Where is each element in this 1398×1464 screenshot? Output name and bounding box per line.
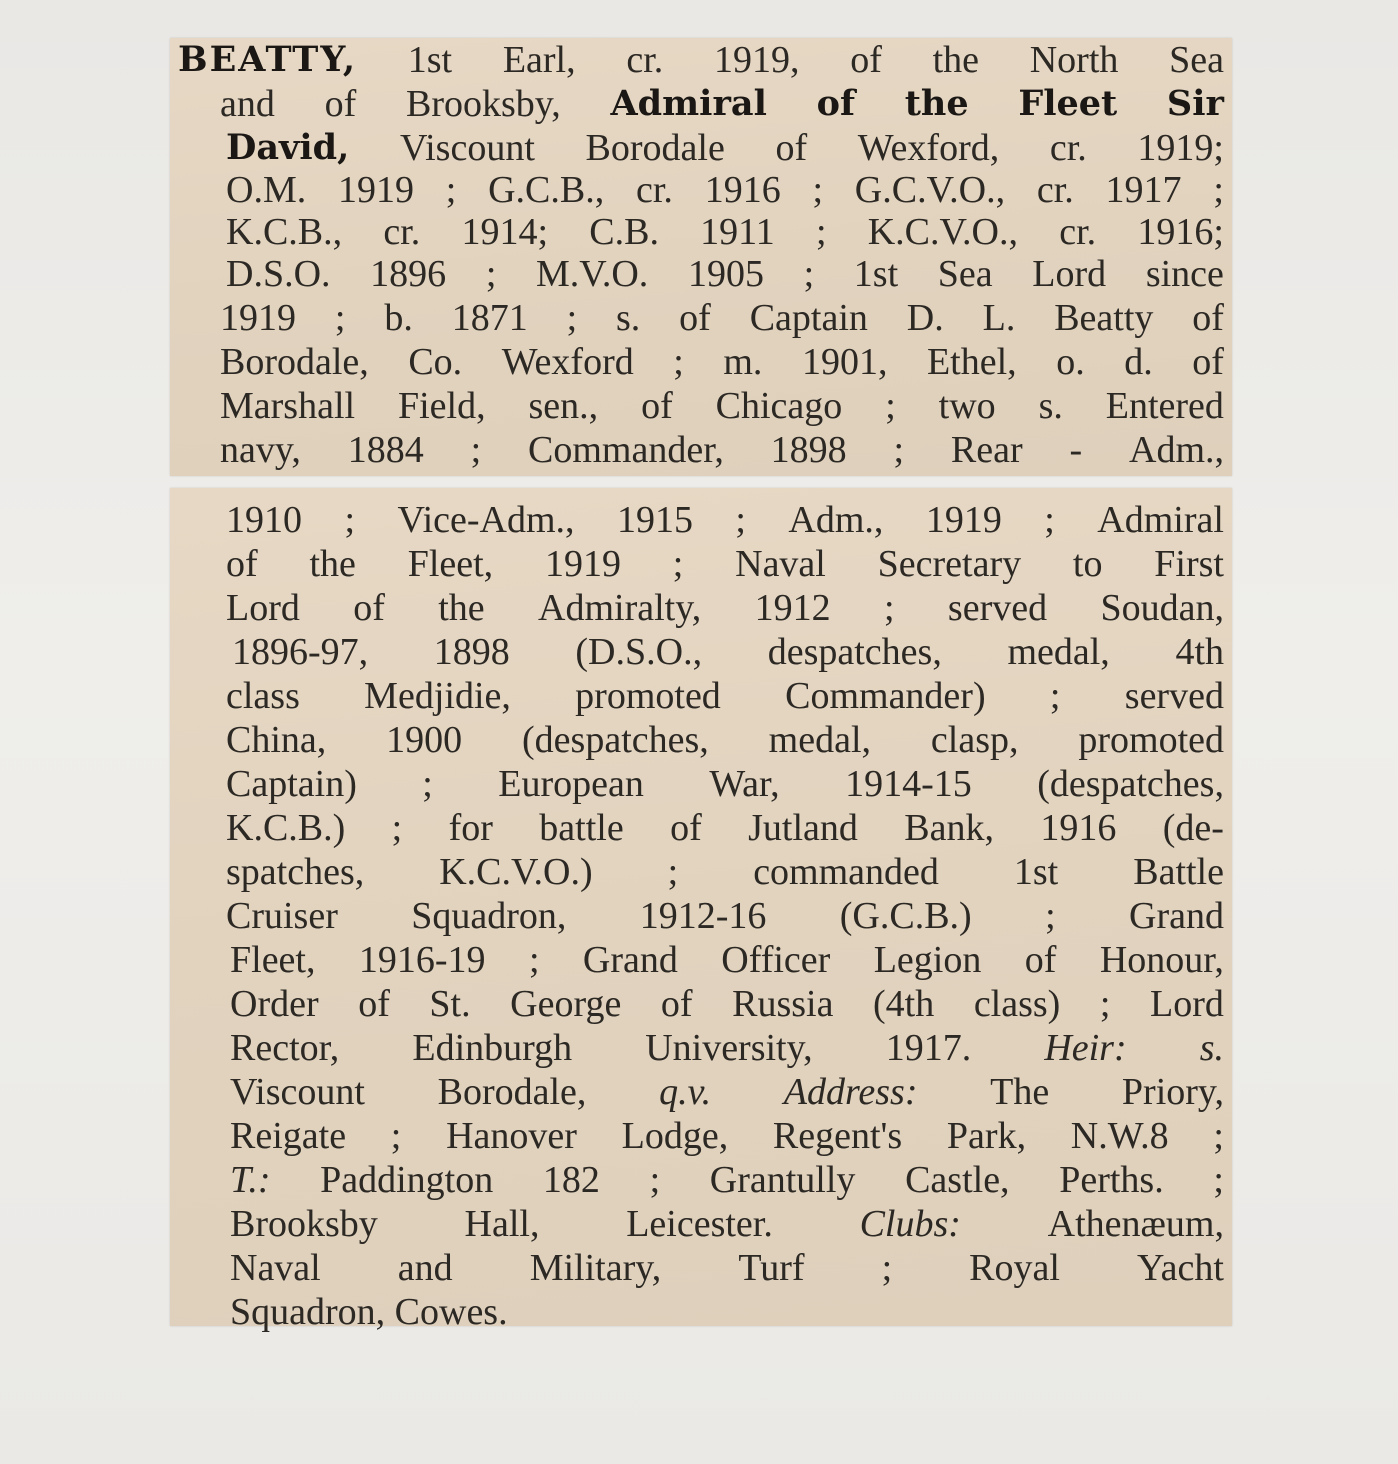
entry-word: battle bbox=[539, 807, 624, 849]
entry-word: spatches, bbox=[226, 851, 365, 893]
entry-word: Fleet, bbox=[407, 543, 494, 585]
entry-word: M.V.O. bbox=[536, 253, 649, 295]
entry-word: ; bbox=[470, 429, 482, 471]
entry-word: 1919, bbox=[713, 39, 800, 81]
entry-word: Commander, bbox=[528, 429, 724, 471]
entry-word: ; bbox=[445, 169, 457, 211]
entry-word: ; bbox=[1213, 1159, 1224, 1201]
entry-word: Viscount bbox=[399, 127, 535, 169]
entry-word: ; bbox=[885, 385, 896, 427]
entry-word: Sea bbox=[1169, 39, 1224, 81]
entry-word: Athenæum, bbox=[1047, 1203, 1224, 1245]
entry-word: ; bbox=[344, 499, 355, 541]
entry-word: cr. bbox=[636, 169, 673, 211]
entry-word: of bbox=[850, 39, 882, 81]
entry-word: Soudan, bbox=[1100, 587, 1224, 629]
entry-word: Naval bbox=[735, 543, 826, 585]
entry-word: ; bbox=[422, 763, 433, 805]
entry-word: Brooksby, bbox=[405, 83, 561, 125]
entry-word: 1905 bbox=[687, 253, 764, 295]
entry-word: ; bbox=[815, 211, 827, 253]
entry-word: of bbox=[324, 83, 357, 125]
entry-word: Grand bbox=[1129, 895, 1224, 937]
entry-word: 1917. bbox=[885, 1027, 972, 1069]
entry-word: Perths. bbox=[1059, 1159, 1164, 1201]
clipping-bottom bbox=[170, 488, 1232, 1333]
entry-word: Chicago bbox=[715, 385, 843, 427]
entry-word: of bbox=[1192, 341, 1224, 383]
entry-word: Field, bbox=[397, 385, 486, 427]
entry-line-9 bbox=[220, 384, 1224, 428]
entry-word: 1914; bbox=[461, 211, 549, 253]
entry-word: the bbox=[309, 543, 356, 585]
entry-word: Co. bbox=[408, 341, 463, 383]
entry-word: Rector, bbox=[230, 1027, 340, 1069]
entry-line-23 bbox=[230, 1026, 1224, 1070]
entry-line-28 bbox=[230, 1246, 1224, 1290]
entry-word: of bbox=[358, 983, 390, 1025]
entry-word: promoted bbox=[575, 675, 721, 717]
entry-word: ; bbox=[1213, 169, 1224, 211]
entry-word: 1916-19 bbox=[358, 939, 486, 981]
entry-word: 1916 bbox=[1040, 807, 1117, 849]
entry-line-13 bbox=[226, 586, 1224, 630]
entry-line-3 bbox=[226, 126, 1224, 170]
entry-word: 1916 bbox=[704, 169, 781, 211]
entry-word: of bbox=[775, 127, 808, 169]
entry-word: Cruiser bbox=[226, 895, 338, 937]
entry-word: 1898 bbox=[433, 631, 510, 673]
entry-word: Park, bbox=[946, 1115, 1027, 1157]
entry-word: of bbox=[1192, 297, 1224, 339]
entry-word: the bbox=[438, 587, 485, 629]
entry-word: d. bbox=[1124, 341, 1153, 383]
entry-word: T.: bbox=[230, 1159, 271, 1201]
entry-word: Jutland bbox=[748, 807, 858, 849]
entry-line-1 bbox=[178, 38, 1224, 82]
entry-word: ; bbox=[334, 297, 346, 339]
entry-word: K.C.B.) bbox=[226, 807, 346, 849]
entry-word: ; bbox=[649, 1159, 661, 1201]
entry-line-14 bbox=[232, 630, 1224, 674]
entry-word: Earl, bbox=[502, 39, 576, 81]
entry-word: Edinburgh bbox=[412, 1027, 573, 1069]
entry-word: Hanover bbox=[446, 1115, 577, 1157]
entry-word: class bbox=[226, 675, 300, 717]
entry-word: 1919 bbox=[220, 297, 296, 339]
entry-word: of bbox=[660, 983, 693, 1025]
entry-word: for bbox=[448, 807, 493, 849]
entry-word: ; bbox=[391, 807, 403, 849]
entry-word: clasp, bbox=[930, 719, 1019, 761]
entry-word: ; bbox=[881, 1247, 893, 1289]
entry-word: First bbox=[1154, 543, 1224, 585]
entry-line-16 bbox=[226, 718, 1224, 762]
entry-word: ; bbox=[1049, 675, 1061, 717]
entry-word: Heir: bbox=[1044, 1027, 1127, 1069]
entry-word: o. bbox=[1056, 341, 1085, 383]
entry-word: Leicester. bbox=[626, 1203, 773, 1245]
entry-word: Lord bbox=[1150, 983, 1224, 1025]
clipping-top bbox=[170, 38, 1232, 476]
entry-word: Beatty bbox=[1054, 297, 1154, 339]
entry-word: 1917 bbox=[1105, 169, 1182, 211]
entry-word: 1st bbox=[1013, 851, 1059, 893]
entry-word: University, bbox=[645, 1027, 813, 1069]
entry-line-11 bbox=[226, 498, 1224, 542]
entry-word: Grantully bbox=[709, 1159, 856, 1201]
entry-word: medal, bbox=[768, 719, 872, 761]
entry-word: of bbox=[679, 297, 711, 339]
entry-word: Castle, bbox=[905, 1159, 1010, 1201]
entry-word: class) bbox=[973, 983, 1061, 1025]
entry-line-10 bbox=[220, 428, 1224, 472]
entry-word: 1916; bbox=[1137, 211, 1224, 253]
entry-word: (4th bbox=[873, 983, 935, 1025]
entry-word: served bbox=[1124, 675, 1224, 717]
entry-word: of bbox=[641, 385, 673, 427]
entry-word: Brooksby bbox=[230, 1203, 378, 1245]
entry-line-8 bbox=[220, 340, 1224, 384]
entry-word: promoted bbox=[1078, 719, 1224, 761]
entry-word: Rear bbox=[950, 429, 1023, 471]
entry-line-7 bbox=[220, 296, 1224, 340]
entry-word: George bbox=[510, 983, 622, 1025]
entry-word: ; bbox=[485, 253, 497, 295]
entry-word: K.C.V.O.) bbox=[439, 851, 593, 893]
entry-word: D.S.O. bbox=[226, 253, 331, 295]
entry-word: sen., bbox=[528, 385, 599, 427]
entry-word: China, bbox=[226, 719, 327, 761]
entry-word: ; bbox=[1044, 499, 1055, 541]
entry-word: the bbox=[904, 83, 969, 124]
entry-word: ; bbox=[528, 939, 540, 981]
entry-word: 1900 bbox=[386, 719, 463, 761]
entry-word: Regent's bbox=[772, 1115, 903, 1157]
entry-word: 1912-16 bbox=[639, 895, 767, 937]
entry-line-22 bbox=[230, 982, 1224, 1026]
entry-word: Commander) bbox=[785, 675, 986, 717]
entry-word: ; bbox=[1045, 895, 1056, 937]
entry-word: Sea bbox=[937, 253, 993, 295]
entry-line-25 bbox=[230, 1114, 1224, 1158]
entry-word: served bbox=[947, 587, 1048, 629]
entry-word: 1914-15 bbox=[845, 763, 972, 805]
entry-line-18 bbox=[226, 806, 1224, 850]
entry-line-4 bbox=[226, 168, 1224, 212]
entry-word: ; bbox=[390, 1115, 402, 1157]
entry-word: War, bbox=[709, 763, 780, 805]
entry-word: cr. bbox=[626, 39, 664, 81]
entry-word: Ethel, bbox=[926, 341, 1017, 383]
entry-word: Reigate bbox=[230, 1115, 347, 1157]
entry-word: of bbox=[353, 587, 385, 629]
entry-word: 1884 bbox=[347, 429, 424, 471]
entry-word: two bbox=[938, 385, 996, 427]
entry-word: C.B. bbox=[589, 211, 659, 253]
entry-word: Wexford, bbox=[857, 127, 1000, 169]
entry-word: North bbox=[1029, 39, 1119, 81]
entry-word: Lodge, bbox=[621, 1115, 729, 1157]
entry-word: K.C.B., bbox=[226, 211, 343, 253]
entry-line-5 bbox=[226, 210, 1224, 254]
entry-word: to bbox=[1072, 543, 1103, 585]
entry-word: Grand bbox=[582, 939, 678, 981]
entry-word: navy, bbox=[220, 429, 301, 471]
entry-word: since bbox=[1145, 253, 1224, 295]
entry-word: 1910 bbox=[226, 499, 302, 541]
entry-word: 1912 bbox=[754, 587, 831, 629]
entry-word: Naval bbox=[230, 1247, 321, 1289]
entry-word: medal, bbox=[1007, 631, 1110, 673]
entry-word: Marshall bbox=[220, 385, 356, 427]
entry-word: q.v. bbox=[659, 1071, 712, 1113]
entry-line-15 bbox=[226, 674, 1224, 718]
entry-word: Address: bbox=[783, 1071, 918, 1113]
entry-word: Legion bbox=[873, 939, 982, 981]
entry-word: Clubs: bbox=[859, 1203, 961, 1245]
entry-line-19 bbox=[226, 850, 1224, 894]
entry-word: ; bbox=[735, 499, 746, 541]
entry-word: ; bbox=[884, 587, 895, 629]
entry-word: m. bbox=[723, 341, 763, 383]
entry-word: 1871 bbox=[451, 297, 528, 339]
entry-word: ; bbox=[672, 543, 684, 585]
entry-word: Order bbox=[230, 983, 319, 1025]
entry-line-29: Squadron, Cowes. bbox=[230, 1291, 508, 1333]
entry-word: - bbox=[1069, 429, 1083, 471]
entry-word: cr. bbox=[1049, 127, 1087, 169]
entry-word: cr. bbox=[383, 211, 421, 253]
entry-word: ; bbox=[812, 169, 824, 211]
entry-word: Captain) bbox=[226, 763, 357, 805]
entry-word: D. bbox=[906, 297, 944, 339]
entry-word: despatches, bbox=[767, 631, 942, 673]
entry-word: Medjidie, bbox=[364, 675, 511, 717]
entry-word: Admiral bbox=[610, 83, 767, 124]
entry-word: Yacht bbox=[1137, 1247, 1224, 1289]
entry-word: (de- bbox=[1162, 807, 1224, 849]
entry-word: Admiral bbox=[1097, 499, 1224, 541]
entry-word: of bbox=[816, 83, 856, 124]
entry-word: 4th bbox=[1175, 631, 1224, 673]
entry-word: Captain bbox=[749, 297, 868, 339]
entry-word: Priory, bbox=[1121, 1071, 1224, 1113]
entry-word: G.C.B., bbox=[488, 169, 605, 211]
entry-word: commanded bbox=[753, 851, 939, 893]
entry-line-27 bbox=[230, 1202, 1224, 1246]
entry-word: Officer bbox=[721, 939, 831, 981]
entry-word: Lord bbox=[1032, 253, 1107, 295]
entry-word: Fleet bbox=[1018, 83, 1118, 124]
entry-word: Wexford bbox=[501, 341, 634, 383]
entry-word: and bbox=[220, 83, 275, 125]
entry-word: Honour, bbox=[1099, 939, 1224, 981]
entry-word: 1915 bbox=[616, 499, 693, 541]
entry-word: 1896-97, bbox=[232, 631, 369, 673]
entry-line-12 bbox=[226, 542, 1224, 586]
entry-word: 1901, bbox=[801, 341, 888, 383]
entry-line-2 bbox=[220, 82, 1224, 126]
entry-word: Adm., bbox=[1129, 429, 1224, 471]
entry-word: 1919; bbox=[1137, 127, 1224, 169]
entry-word: Battle bbox=[1133, 851, 1224, 893]
entry-word: 1896 bbox=[370, 253, 447, 295]
entry-word: St. bbox=[429, 983, 471, 1025]
entry-word: Paddington bbox=[320, 1159, 494, 1201]
entry-word: Fleet, bbox=[230, 939, 316, 981]
entry-word: Turf bbox=[738, 1247, 805, 1289]
entry-word: Borodale, bbox=[220, 341, 369, 383]
entry-word: L. bbox=[982, 297, 1016, 339]
entry-word: 1919 bbox=[544, 543, 621, 585]
entry-word: Vice-Adm., bbox=[397, 499, 575, 541]
entry-word: European bbox=[498, 763, 644, 805]
entry-word: cr. bbox=[1059, 211, 1097, 253]
entry-word: Squadron, bbox=[411, 895, 567, 937]
entry-word: ; bbox=[893, 429, 905, 471]
entry-word: (despatches, bbox=[1037, 763, 1224, 805]
entry-word: 182 bbox=[542, 1159, 600, 1201]
entry-word: Russia bbox=[732, 983, 834, 1025]
entry-word: of bbox=[670, 807, 702, 849]
entry-word: ; bbox=[673, 341, 684, 383]
entry-line-26 bbox=[230, 1158, 1224, 1202]
entry-word: Entered bbox=[1105, 385, 1224, 427]
entry-word: 1898 bbox=[770, 429, 847, 471]
entry-word: Borodale bbox=[585, 127, 725, 169]
entry-word: The bbox=[990, 1071, 1050, 1113]
entry-word: and bbox=[397, 1247, 453, 1289]
entry-word: Sir bbox=[1166, 83, 1224, 124]
entry-word: Admiralty, bbox=[538, 587, 702, 629]
entry-word: s. bbox=[1199, 1027, 1224, 1069]
entry-word: (D.S.O., bbox=[575, 631, 703, 673]
entry-line-21 bbox=[230, 938, 1224, 982]
entry-word: (G.C.B.) bbox=[839, 895, 972, 937]
entry-line-24 bbox=[230, 1070, 1224, 1114]
entry-word: s. bbox=[616, 297, 641, 339]
entry-word: G.C.V.O., bbox=[854, 169, 1006, 211]
entry-word: 1919 bbox=[925, 499, 1002, 541]
entry-word: K.C.V.O., bbox=[867, 211, 1018, 253]
entry-word: Bank, bbox=[904, 807, 994, 849]
entry-word: of bbox=[1024, 939, 1057, 981]
entry-word: Secretary bbox=[877, 543, 1022, 585]
entry-word: Borodale, bbox=[437, 1071, 587, 1113]
entry-word: 1st bbox=[853, 253, 899, 295]
entry-word: 1919 bbox=[338, 169, 414, 211]
entry-word: Adm., bbox=[788, 499, 884, 541]
entry-word: 1st bbox=[407, 39, 453, 81]
entry-word: David, bbox=[226, 127, 350, 168]
entry-word: ; bbox=[1099, 983, 1111, 1025]
entry-word: the bbox=[932, 39, 980, 81]
entry-word: Lord bbox=[226, 587, 300, 629]
entry-word: N.W.8 bbox=[1070, 1115, 1169, 1157]
entry-word: ; bbox=[1213, 1115, 1224, 1157]
entry-line-6 bbox=[226, 252, 1224, 296]
entry-word: Hall, bbox=[464, 1203, 540, 1245]
entry-word: (despatches, bbox=[522, 719, 709, 761]
entry-line-17 bbox=[226, 762, 1224, 806]
entry-word: cr. bbox=[1036, 169, 1074, 211]
entry-word: s. bbox=[1038, 385, 1063, 427]
entry-word: Royal bbox=[969, 1247, 1060, 1289]
entry-word: Military, bbox=[529, 1247, 662, 1289]
entry-word: Viscount bbox=[230, 1071, 365, 1113]
entry-word: 1911 bbox=[700, 211, 775, 253]
entry-word: ; bbox=[667, 851, 679, 893]
entry-word: ; bbox=[566, 297, 578, 339]
entry-word: b. bbox=[384, 297, 413, 339]
entry-word: O.M. bbox=[226, 169, 307, 211]
entry-word: of bbox=[226, 543, 258, 585]
entry-word: ; bbox=[803, 253, 815, 295]
entry-line-20 bbox=[226, 894, 1224, 938]
entry-word: BEATTY, bbox=[178, 39, 358, 80]
